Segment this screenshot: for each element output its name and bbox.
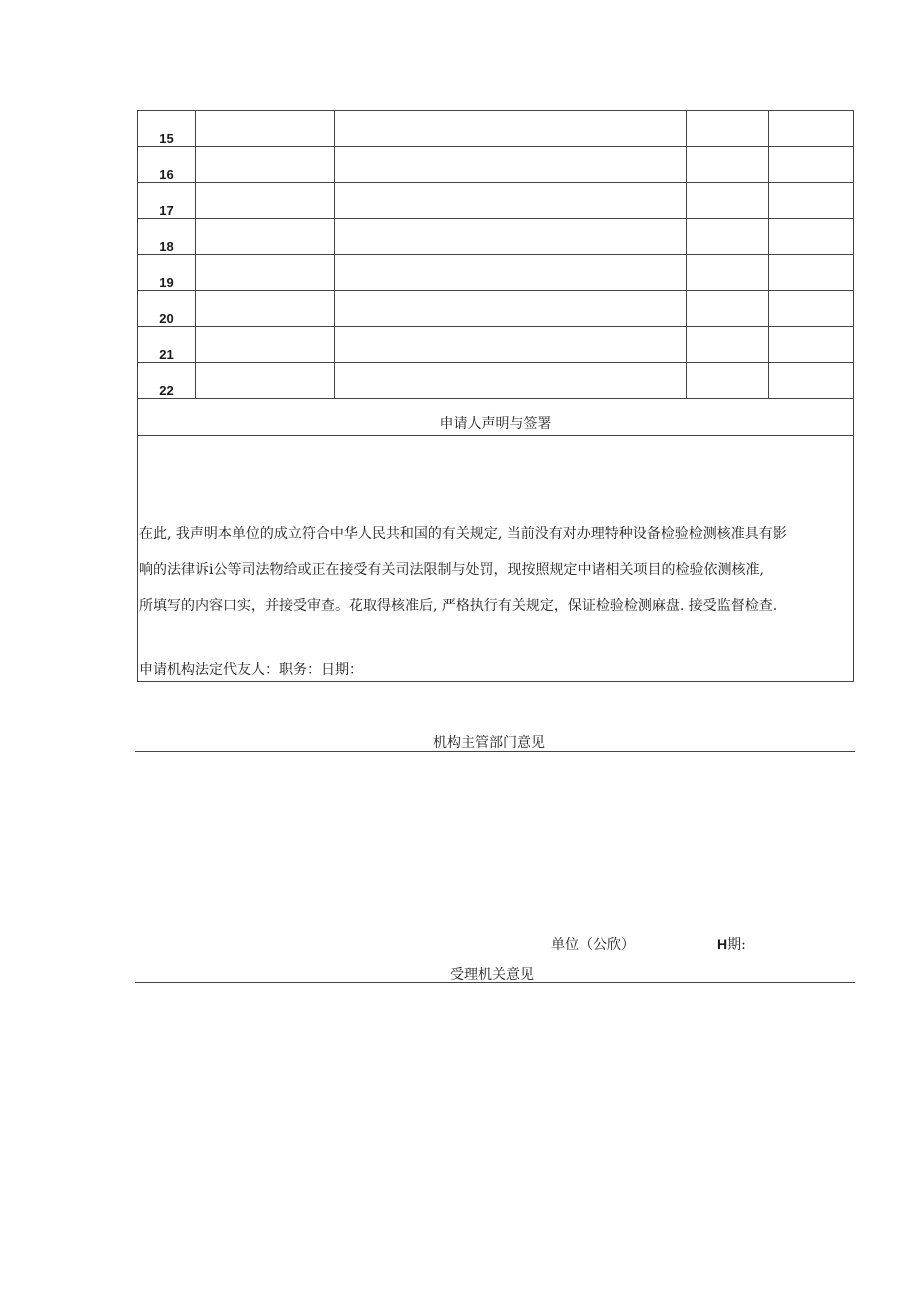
dept-opinion-rule (135, 751, 855, 752)
empty-cell (769, 147, 854, 183)
empty-cell (687, 111, 769, 147)
empty-cell (769, 183, 854, 219)
row-number: 19 (138, 255, 196, 291)
empty-cell (335, 183, 687, 219)
acceptance-opinion-rule (135, 982, 855, 983)
table-rows (138, 111, 854, 399)
empty-cell (687, 363, 769, 399)
acceptance-opinion-title: 受理机关意见 (450, 967, 534, 983)
empty-cell (335, 363, 687, 399)
empty-cell (769, 219, 854, 255)
empty-cell (196, 363, 335, 399)
empty-cell (196, 291, 335, 327)
row-number: 15 (138, 111, 196, 147)
table-row (138, 363, 854, 399)
empty-cell (196, 327, 335, 363)
unit-seal-label: 单位（公欣） (551, 937, 635, 953)
empty-cell (196, 255, 335, 291)
empty-cell (335, 291, 687, 327)
declaration-cell (138, 436, 854, 682)
declaration-row (138, 436, 854, 682)
declaration-title: 申请人声明与签署 (138, 399, 854, 436)
empty-cell (687, 183, 769, 219)
declaration-line: 所填写的内容口实，并接受审查。花取得核准后, 严格执行有关规定，保证检验检测麻盘. 接受监督检查. (139, 598, 778, 614)
empty-cell (769, 255, 854, 291)
empty-cell (196, 183, 335, 219)
empty-cell (335, 147, 687, 183)
table-row (138, 183, 854, 219)
row-number: 16 (138, 147, 196, 183)
application-table (137, 110, 854, 682)
empty-cell (687, 219, 769, 255)
row-number: 20 (138, 291, 196, 327)
empty-cell (687, 255, 769, 291)
empty-cell (687, 147, 769, 183)
empty-cell (335, 219, 687, 255)
table-row (138, 255, 854, 291)
empty-cell (196, 147, 335, 183)
table-row (138, 147, 854, 183)
dept-opinion-title: 机构主管部门意见 (433, 735, 545, 751)
table-row (138, 291, 854, 327)
empty-cell (335, 327, 687, 363)
empty-cell (769, 363, 854, 399)
empty-cell (335, 255, 687, 291)
row-number: 22 (138, 363, 196, 399)
signature-line: 申请机构法定代友人：职务：日期： (139, 662, 363, 678)
table-row (138, 219, 854, 255)
declaration-line: 在此, 我声明本单位的成立符合中华人民共和国的有关规定, 当前没有对办理特种设备检验检测核准具有影 (139, 526, 787, 542)
table-row (138, 327, 854, 363)
empty-cell (769, 291, 854, 327)
date-suffix: 期: (727, 937, 746, 953)
empty-cell (687, 291, 769, 327)
empty-cell (687, 327, 769, 363)
date-prefix: H (717, 936, 728, 952)
empty-cell (196, 111, 335, 147)
declaration-line: 响的法律诉i公等司法物给或正在接受有关司法限制与处罚，现按照规定中诸相关项目的检验依测核准, (139, 562, 764, 578)
empty-cell (196, 219, 335, 255)
table-row (138, 111, 854, 147)
row-number: 17 (138, 183, 196, 219)
declaration-header-row (138, 399, 854, 436)
empty-cell (769, 111, 854, 147)
date-label (717, 934, 746, 954)
empty-cell (335, 111, 687, 147)
empty-cell (769, 327, 854, 363)
row-number: 21 (138, 327, 196, 363)
row-number: 18 (138, 219, 196, 255)
declaration-text (139, 516, 853, 624)
